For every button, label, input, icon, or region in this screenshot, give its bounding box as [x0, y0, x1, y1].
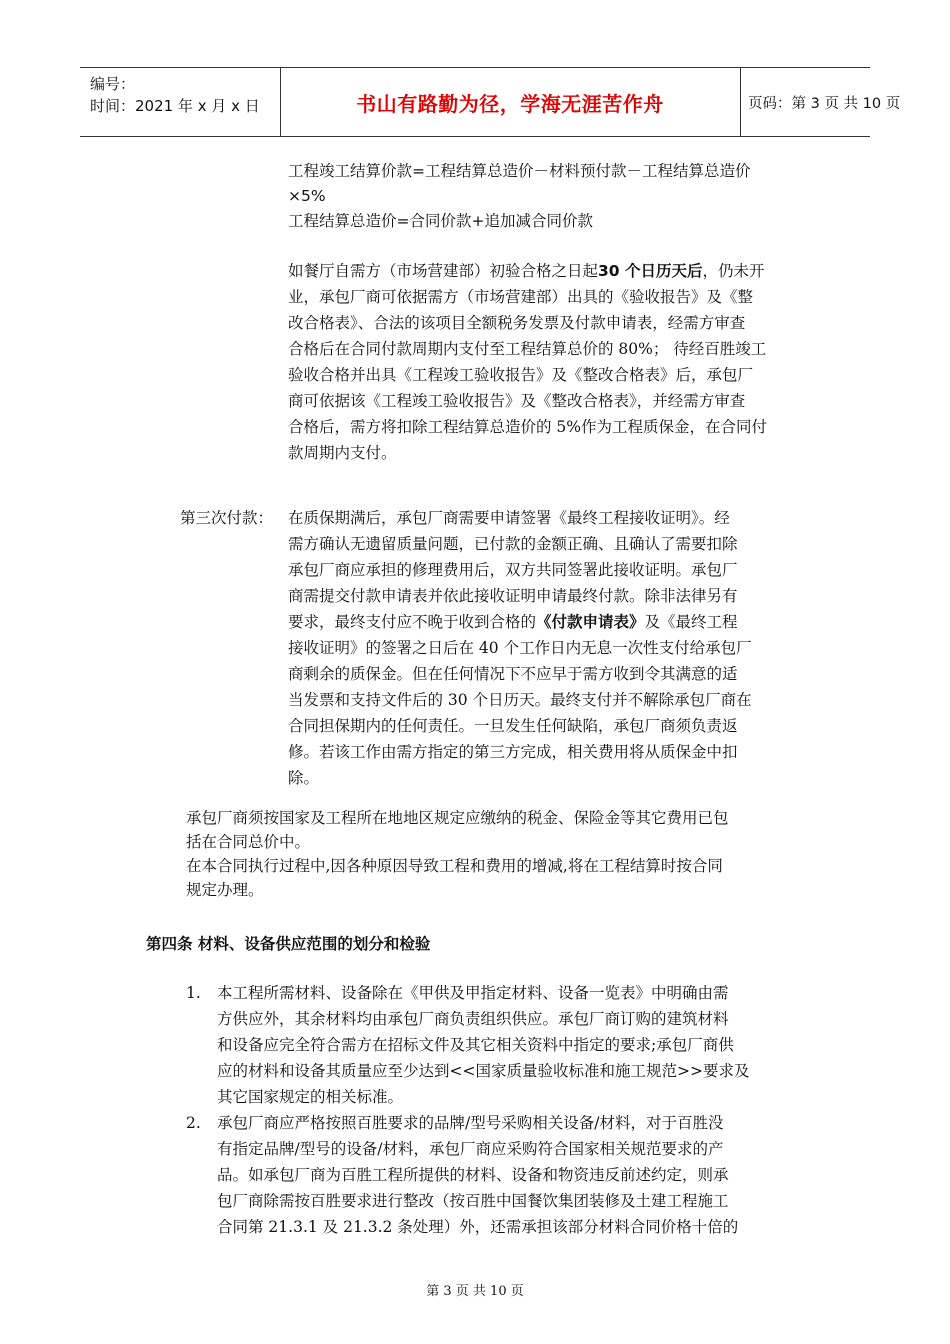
- paragraph-line: 业，承包厂商可依据需方（市场营建部）出具的《验收报告》及《整: [288, 288, 754, 306]
- third-payment-label: 第三次付款：: [180, 509, 274, 527]
- text-run: ，仍未开: [702, 262, 765, 280]
- emphasis-text: 30 个日历天后: [598, 262, 703, 280]
- paragraph-line: 商剩余的质保金。但在任何情况下不应早于需方收到令其满意的适: [288, 665, 738, 683]
- list-item-line: 合同第 21.3.1 及 21.3.2 条处理）外，还需承担该部分材料合同价格十倍的: [217, 1218, 739, 1236]
- paragraph-line: [288, 260, 765, 282]
- list-item-line: 应的材料和设备其质量应至少达到<<国家质量验收标准和施工规范>>要求及: [217, 1062, 750, 1080]
- text-run: 要求，最终支付应不晚于收到合格的: [288, 613, 537, 631]
- list-item-line: 品。如承包厂商为百胜工程所提供的材料、设备和物资违反前述约定，则承: [217, 1166, 729, 1184]
- paragraph-line: 除。: [288, 769, 320, 787]
- paragraph-line: 接收证明》的签署之日后在 40 个工作日内无息一次性支付给承包厂: [288, 639, 752, 657]
- paragraph-line: 商可依据该《工程竣工验收报告》及《整改合格表》，并经需方审查: [288, 392, 746, 410]
- list-item-line: 本工程所需材料、设备除在《甲供及甲指定材料、设备一览表》中明确由需: [217, 984, 729, 1002]
- document-number-label: 编号：: [90, 75, 136, 93]
- list-item-line: 和设备应完全符合需方在招标文件及其它相关资料中指定的要求;承包厂商供: [217, 1036, 734, 1054]
- article-heading: 第四条 材料、设备供应范围的划分和检验: [146, 935, 431, 953]
- page-header: [80, 67, 901, 137]
- list-item-line: 其它国家规定的相关标准。: [217, 1088, 404, 1106]
- paragraph-line: 改合格表》、合法的该项目全额税务发票及付款申请表，经需方审查: [288, 314, 746, 332]
- formula-line: ×5%: [288, 187, 326, 205]
- list-item-line: 有指定品牌/型号的设备/材料，承包厂商应采购符合国家相关规范要求的产: [217, 1140, 724, 1158]
- list-number: 1.: [186, 984, 201, 1002]
- paragraph-line: 在本合同执行过程中,因各种原因导致工程和费用的增减,将在工程结算时按合同: [186, 857, 723, 875]
- paragraph-line: 承包厂商应承担的修理费用后，双方共同签署此接收证明。承包厂: [288, 561, 738, 579]
- emphasis-text: 《付款申请表》: [536, 613, 645, 631]
- text-run: 如餐厅自需方（市场营建部）初验合格之日起: [288, 262, 599, 280]
- paragraph-line: 当发票和支持文件后的 30 个日历天。最终支付并不解除承包厂商在: [288, 691, 752, 709]
- paragraph-line: 括在合同总价中。: [186, 833, 311, 851]
- paragraph-line: 修。若该工作由需方指定的第三方完成，相关费用将从质保金中扣: [288, 743, 738, 761]
- paragraph-line: [288, 611, 738, 633]
- page-footer: 第 3 页 共 10 页: [426, 1284, 524, 1299]
- header-page-info: 页码：第 3 页 共 10 页: [748, 95, 901, 112]
- document-time-label: 时间：2021 年 x 月 x 日: [90, 97, 260, 115]
- paragraph-line: 承包厂商须按国家及工程所在地地区规定应缴纳的税金、保险金等其它费用已包: [186, 809, 729, 827]
- header-page-cell: [740, 68, 901, 136]
- paragraph-line: 款周期内支付。: [288, 444, 397, 462]
- formula-line: 工程结算总造价=合同价款+追加减合同价款: [288, 212, 593, 230]
- text-run: 及《最终工程: [644, 613, 738, 631]
- header-motto-cell: [280, 68, 741, 136]
- paragraph-line: 在质保期满后，承包厂商需要申请签署《最终工程接收证明》。经: [288, 509, 730, 527]
- paragraph-line: 验收合格并出具《工程竣工验收报告》及《整改合格表》后，承包厂: [288, 366, 754, 384]
- list-item-line: 方供应外，其余材料均由承包厂商负责组织供应。承包厂商订购的建筑材料: [217, 1010, 729, 1028]
- paragraph-line: 合格后，需方将扣除工程结算总造价的 5%作为工程质保金，在合同付: [288, 418, 768, 436]
- paragraph-line: 合格后在合同付款周期内支付至工程结算总价的 80%； 待经百胜竣工: [288, 340, 767, 358]
- paragraph-line: 合同担保期内的任何责任。一旦发生任何缺陷，承包厂商须负责返: [288, 717, 738, 735]
- header-left-cell: [80, 68, 281, 136]
- paragraph-line: 商需提交付款申请表并依此接收证明申请最终付款。除非法律另有: [288, 587, 738, 605]
- list-number: 2.: [186, 1114, 201, 1132]
- paragraph-line: 规定办理。: [186, 881, 264, 899]
- list-item-line: 包厂商除需按百胜要求进行整改（按百胜中国餐饮集团装修及土建工程施工: [217, 1192, 729, 1210]
- paragraph-line: 需方确认无遗留质量问题，已付款的金额正确、且确认了需要扣除: [288, 535, 738, 553]
- header-motto: 书山有路勤为径，学海无涯苦作舟: [356, 91, 664, 116]
- formula-line: 工程竣工结算价款=工程结算总造价－材料预付款－工程结算总造价: [288, 162, 751, 180]
- list-item-line: 承包厂商应严格按照百胜要求的品牌/型号采购相关设备/材料，对于百胜没: [217, 1114, 724, 1132]
